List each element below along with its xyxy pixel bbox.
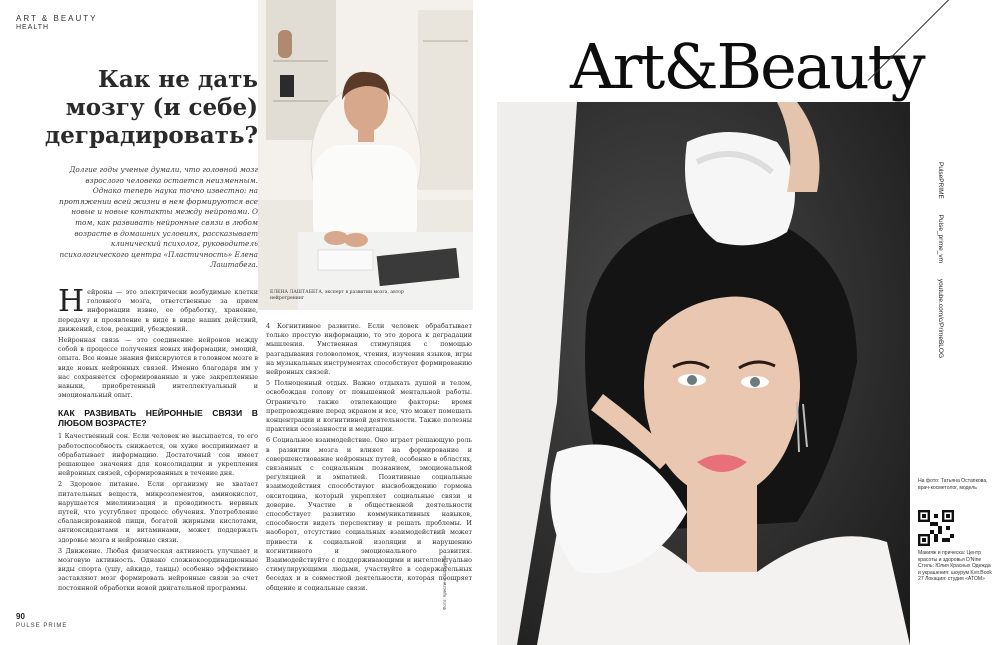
list-item: 2 Здоровое питание. Если организму не хватает питательных веществ, микроэлементов, аминокислот, нарушается миелинизация и проводимость нервных путей, что усугубляет процесс обучения. Употребление сбалансированной пищи, богатой жирными кислотами, антиоксидантами и витаминами, может поддержать здоровье мозга и нейронные связи. [58,480,258,544]
photo-credit: Фото: Кристина Шахурова [442,555,447,610]
article-column-1 [58,284,258,595]
intro-paragraph: ейроны — это электрически возбудимые клетки головного мозга, ответственные за прием информации извне, ее обработку, хранение, передачу и проявление в виде в виде наших действий, движений, слов, реакций, убеждений. [58,288,258,333]
article-lead: Долгие годы ученые думали, что головной мозг взрослого человека остается неизменным. Однако теперь наука точно известно: на протяжении всей жизни в нем формируются все новые и новые контакты между нейронами. О том, как развивать нейронные связи в любом возрасте в домашних условиях, рассказывает клинический психолог, руководитель психологического центра «Пластичность» Елена Лаштабега. [59,165,258,270]
left-page [0,0,482,645]
social-link[interactable]: Pulse_prime_vm [937,214,944,264]
masthead: Art&Beauty [570,30,924,103]
page-number: 90 [16,612,25,621]
subsection-label: HEALTH [16,24,50,31]
section-label: ART & BEAUTY [16,14,98,23]
social-links [937,162,944,372]
cover-caption: На фото: Татьяна Остапкова, врач-косметолог, модель [918,478,988,491]
list-item: 6 Социальное взаимодействие. Оно играет решающую роль в развитии мозга и влияет на формирование и совершенствование нейронных путей, особенно в областях, связанных с социальным познанием, эмоциональной регуляцией и эмпатией. Позитивные социальные взаимодействия способствуют высвобождению гормона окситоцина, который укрепляет социальные связи и доверие. Участие в общественной деятельности способствует развитию коммуникативных навыков, способности видеть перспективу и решать проблемы. И наоборот, отсутствие социальных взаимодействий может привести к социальной изоляции и нарушению когнитивного и эмоционального развития. Взаимодействуйте с поддерживающими и интеллектуально стимулирующими людьми, участвуйте в содержательных беседах и в совместной деятельности, которая поощряет общение и социальные связи. [266,436,472,592]
cover-photo [497,102,910,645]
list-item: 3 Движение. Любая физическая активность улучшает и мозговую активность. Однако сложнокоординационные виды спорта (ушу, айкидо, танцы) особенно эффективно заставляют мозг формировать нейронные связи за счет постоянной обработки новой двигательной программы. [58,546,258,592]
dropcap: Н [58,284,85,319]
list-item: 4 Когнитивное развитие. Если человек обрабатывает только простую информацию, то это дорога к деградации мышления. Умственная стимуляция с помощью разгадывания головоломок, чтения, изучения языков, игры на музыкальных инструментах способствует формированию нейронных связей. [266,322,472,377]
brand-footer: PULSE PRIME [16,623,68,629]
list-item: 1 Качественный сон. Если человек не высыпается, то его работоспособность снижается, он хуже воспринимает и обрабатывает информацию. Достаточный сон имеет решающее значения для консолидации и укрепления нейронных связей, сформированных в течение дня. [58,432,258,478]
paragraph: Нейронная связь — это соединение нейронов между собой в процессе получения новых информации, эмоций, опыта. Все новые знания фиксируются в головном мозге в виде новых нейронных связей. Именно благодаря им у нас сохраняется сформированные и уже закрепленные навыки, приобретенный интеллектуальный и эмоциональный опыт. [58,336,258,400]
article-headline: Как не дать мозгу (и себе) деградировать? [44,66,258,149]
article-column-2 [266,322,472,595]
portrait-photo [258,0,473,310]
makeup-credits: Макияж и прическа: Центр красоты и здоровья D'Nine Стиль: Юлия Красных Одежда и украшения: шоурум Kvir.Book 27 Локация: студия «ATOM» [918,550,992,583]
article-subheading: КАК РАЗВИВАТЬ НЕЙРОННЫЕ СВЯЗИ В ЛЮБОМ ВОЗРАСТЕ? [58,408,258,429]
social-link[interactable]: PulsePRIME [937,162,944,199]
qr-code-icon [918,510,954,546]
social-link[interactable]: youtube.com/c/PrimeBLOG [937,278,944,359]
portrait-caption: ЕЛЕНА ЛАШТАБЕГА, эксперт в развитии мозга, автор нейротренинг [270,290,404,301]
list-item: 5 Полноценный отдых. Важно отдыхать душой и телом, освобождая голову от повышенной ментальной работы. Ограничьте также отвлекающие факторы: время препровождение перед экраном и все, что может помешать концентрации и когнитивной деятельности. Также полезны практики осознанности и медитации. [266,379,472,434]
